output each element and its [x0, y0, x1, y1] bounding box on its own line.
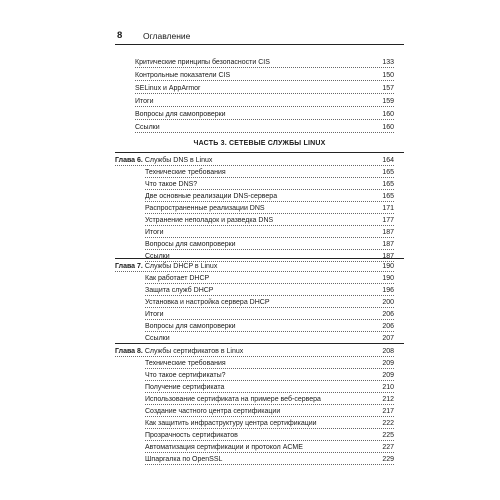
chapter-divider	[115, 258, 404, 259]
page-header	[115, 28, 404, 45]
chapter-divider	[115, 343, 404, 344]
toc-entry-page: 225	[382, 432, 394, 439]
toc-entry-page: 187	[382, 229, 394, 236]
toc-entry-title: Ссылки	[135, 124, 160, 131]
toc-entry-page: 157	[382, 85, 394, 92]
chapter-page: 164	[382, 157, 394, 164]
toc-entry-page: 160	[382, 111, 394, 118]
toc-entry-page: 187	[382, 241, 394, 248]
toc-entry	[145, 382, 394, 393]
toc-entry	[145, 406, 394, 417]
toc-entry-title: Итоги	[145, 311, 164, 318]
toc-entry-title: Технические требования	[145, 169, 226, 176]
toc-entry	[145, 394, 394, 405]
page-number: 8	[117, 30, 123, 41]
chapter-title: Службы DHCP в Linux	[144, 263, 218, 270]
toc-entry-title: Технические требования	[145, 360, 226, 367]
toc-entry-page: 190	[382, 275, 394, 282]
toc-entry-page: 171	[382, 205, 394, 212]
toc-entry-page: 209	[382, 372, 394, 379]
toc-entry-title: Прозрачность сертификатов	[145, 432, 238, 439]
chapter-title: Службы DNS в Linux	[144, 157, 213, 164]
toc-entry	[145, 358, 394, 369]
toc-entry	[145, 309, 394, 320]
toc-entry	[145, 179, 394, 190]
running-title: Оглавление	[143, 31, 191, 41]
toc-entry-page: 165	[382, 181, 394, 188]
toc-entry-title: Как работает DHCP	[145, 275, 210, 282]
toc-entry	[145, 321, 394, 332]
toc-entry-title: Устранение неполадок и разведка DNS	[145, 217, 274, 224]
toc-entry-title: Защита служб DHCP	[145, 287, 214, 294]
toc-entry-title: Что такое DNS?	[145, 181, 198, 188]
toc-entry-page: 212	[382, 396, 394, 403]
toc-entry-page: 165	[382, 169, 394, 176]
toc-entry-page: 150	[382, 72, 394, 79]
toc-entry-title: Ссылки	[145, 335, 170, 342]
toc-entry-title: Вопросы для самопроверки	[145, 241, 236, 248]
toc-entry-page: 160	[382, 124, 394, 131]
toc-entry-title: Вопросы для самопроверки	[135, 111, 226, 118]
chapter-entry	[115, 346, 394, 357]
toc-entry-page: 207	[382, 335, 394, 342]
toc-entry	[145, 239, 394, 250]
toc-entry-page: 217	[382, 408, 394, 415]
toc-entry	[135, 109, 394, 120]
toc-entry-title: Вопросы для самопроверки	[145, 323, 236, 330]
toc-entry-page: 229	[382, 456, 394, 463]
chapter-label: Глава 8.	[115, 348, 143, 355]
chapter-label: Глава 7.	[115, 263, 143, 270]
toc-entry-title: Использование сертификата на примере веб-сервера	[145, 396, 321, 403]
toc-entry	[145, 227, 394, 238]
toc-entry	[145, 297, 394, 308]
toc-entry	[145, 191, 394, 202]
chapter-entry	[115, 155, 394, 166]
toc-entry	[135, 70, 394, 81]
toc-entry-title: Ссылки	[145, 253, 170, 260]
toc-entry-page: 196	[382, 287, 394, 294]
chapter-divider	[115, 152, 404, 153]
toc-entry-page: 133	[382, 59, 394, 66]
toc-entry-page: 200	[382, 299, 394, 306]
toc-entry	[145, 442, 394, 453]
toc-entry	[145, 454, 394, 465]
toc-entry	[135, 83, 394, 94]
toc-entry-page: 187	[382, 253, 394, 260]
toc-entry-title: Распространенные реализации DNS	[145, 205, 265, 212]
part-heading: ЧАСТЬ 3. СЕТЕВЫЕ СЛУЖБЫ LINUX	[193, 140, 326, 147]
toc-entry	[145, 167, 394, 178]
toc-entry-title: Получение сертификата	[145, 384, 225, 391]
toc-entry	[135, 96, 394, 107]
toc-entry-page: 177	[382, 217, 394, 224]
toc-entry	[135, 57, 394, 68]
toc-entry-page: 210	[382, 384, 394, 391]
chapter-page: 208	[382, 348, 394, 355]
chapter-entry	[115, 261, 394, 272]
toc-entry-title: Две основные реализации DNS-сервера	[145, 193, 278, 200]
toc-entry	[145, 430, 394, 441]
toc-entry-title: Итоги	[145, 229, 164, 236]
chapter-label: Глава 6.	[115, 157, 143, 164]
toc-entry	[145, 418, 394, 429]
toc-entry	[145, 273, 394, 284]
toc-entry	[145, 370, 394, 381]
toc-entry	[135, 122, 394, 133]
toc-entry-title: Итоги	[135, 98, 154, 105]
toc-entry	[145, 285, 394, 296]
toc-entry-title: Контрольные показатели CIS	[135, 72, 231, 79]
toc-entry-page: 222	[382, 420, 394, 427]
toc-entry	[145, 203, 394, 214]
chapter-title: Службы сертификатов в Linux	[144, 348, 244, 355]
toc-entry-page: 209	[382, 360, 394, 367]
toc-entry-page: 159	[382, 98, 394, 105]
toc-entry-page: 206	[382, 311, 394, 318]
toc-entry-page: 227	[382, 444, 394, 451]
toc-entry	[145, 215, 394, 226]
toc-entry-title: Что такое сертификаты?	[145, 372, 226, 379]
toc-entry-title: Установка и настройка сервера DHCP	[145, 299, 270, 306]
toc-entry-title: Автоматизация сертификации и протокол ACME	[145, 444, 303, 451]
toc-entry-title: Как защитить инфраструктуру центра сертификации	[145, 420, 317, 427]
toc-entry-title: Создание частного центра сертификации	[145, 408, 281, 415]
toc-entry-title: Шпаргалка по OpenSSL	[145, 456, 223, 463]
toc-entry-title: Критические принципы безопасности CIS	[135, 59, 270, 66]
chapter-page: 190	[382, 263, 394, 270]
toc-entry-page: 206	[382, 323, 394, 330]
toc-entry-title: SELinux и AppArmor	[135, 85, 201, 92]
toc-entry-page: 165	[382, 193, 394, 200]
